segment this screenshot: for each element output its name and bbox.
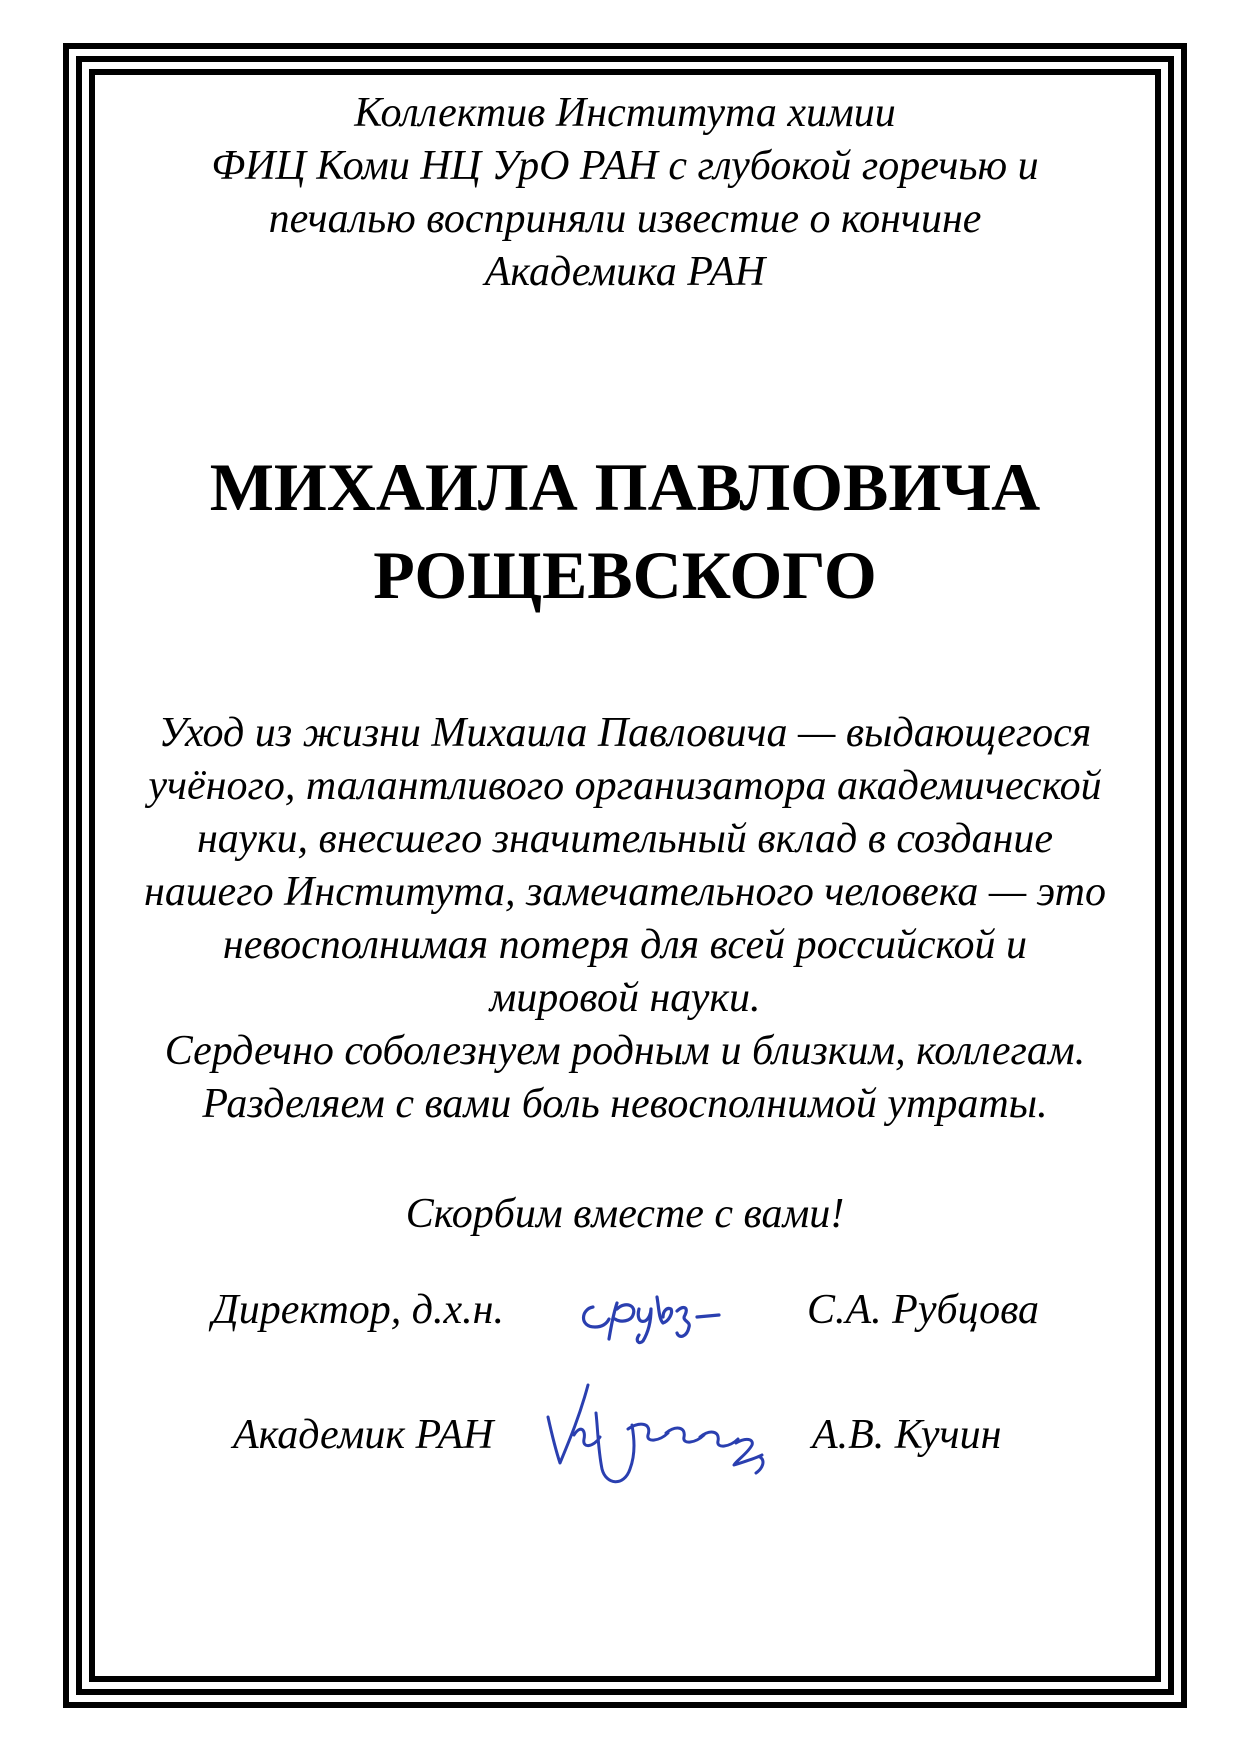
signatory-1-name: С.А. Рубцова	[807, 1287, 1040, 1333]
signature-2-handwritten	[540, 1365, 800, 1500]
body-line-8: Разделяем с вами боль невосполнимой утраты.	[202, 1081, 1048, 1127]
body-line-5: невосполнимая потеря для всей российской и	[222, 922, 1028, 968]
body-line-7: Сердечно соболезнуем родным и близким, коллегам.	[164, 1028, 1086, 1074]
body-line-4: нашего Института, замечательного человека — это	[144, 869, 1106, 915]
condolence-letter	[95, 75, 1155, 1676]
deceased-name-line-2: РОЩЕВСКОГО	[373, 537, 877, 613]
signatory-2-name: А.В. Кучин	[812, 1412, 1002, 1458]
header-line-1: Коллектив Института химии	[354, 90, 896, 136]
body-line-6: мировой науки.	[489, 975, 761, 1021]
signatory-2-title: Академик РАН	[233, 1412, 494, 1458]
body-line-3: науки, внесшего значительный вклад в создание	[196, 816, 1054, 862]
closing-line: Скорбим вместе с вами!	[405, 1191, 845, 1237]
body-line-2: учёного, талантливого организатора академической	[148, 763, 1102, 809]
header-line-3: печалью восприняли известие о кончине	[268, 196, 982, 242]
body-line-1: Уход из жизни Михаила Павловича — выдающегося	[158, 710, 1092, 756]
deceased-name-line-1: МИХАИЛА ПАВЛОВИЧА	[209, 449, 1041, 525]
signatory-1-title: Директор, д.х.н.	[212, 1287, 505, 1333]
header-line-2: ФИЦ Коми НЦ УрО РАН с глубокой горечью и	[211, 143, 1039, 189]
header-line-4: Академика РАН	[484, 249, 766, 295]
signature-1-handwritten	[573, 1265, 743, 1355]
